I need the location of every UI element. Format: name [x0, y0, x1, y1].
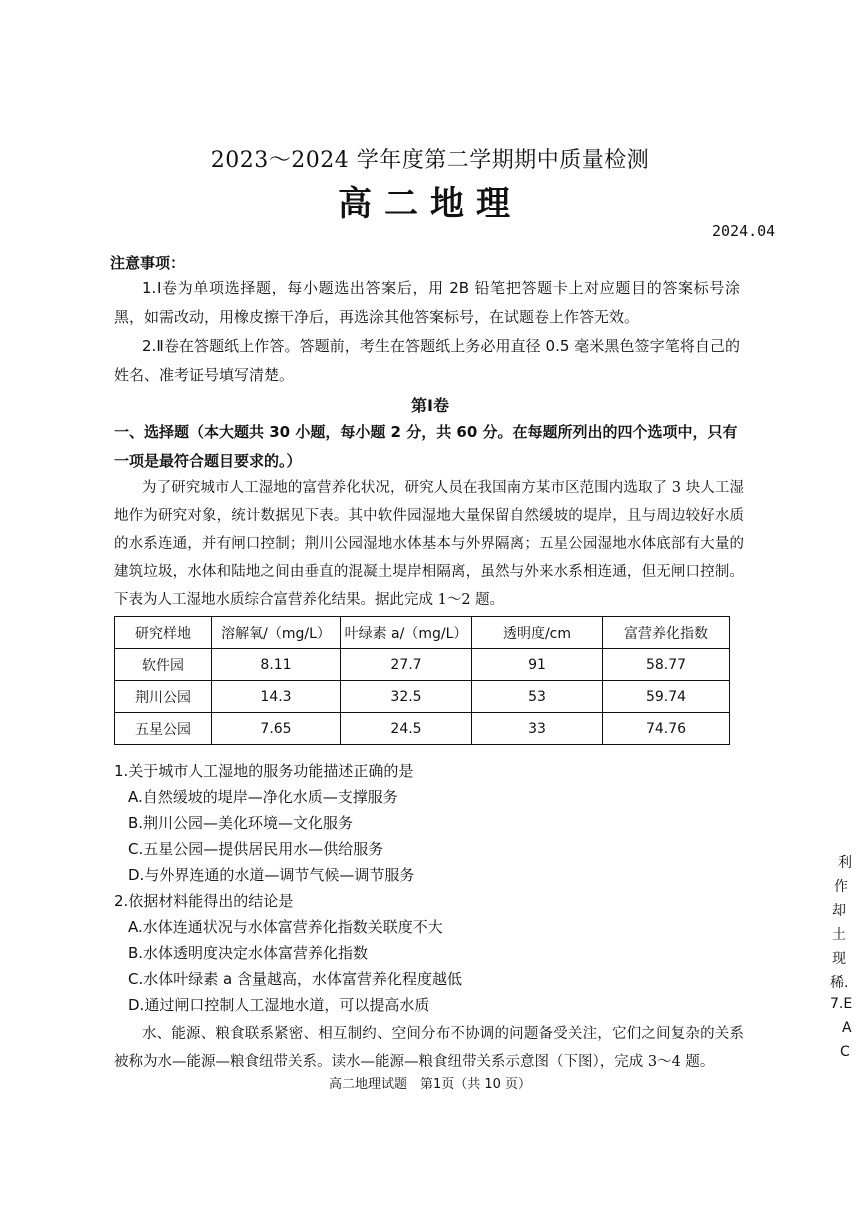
table-cell: 14.3	[212, 681, 341, 713]
subject-title: 高二地理	[338, 184, 522, 224]
question-2-option-a: A.水体连通状况与水体富营养化指数关联度不大	[128, 918, 443, 936]
notice-heading: 注意事项：	[110, 254, 186, 272]
water-quality-table	[114, 616, 730, 745]
table-cell: 27.7	[341, 649, 472, 681]
table-cell: 8.11	[212, 649, 341, 681]
notice-item-2: 2.Ⅱ卷在答题纸上作答。答题前，考生在答题纸上务必用直径 0.5 毫米黑色签字笔将自己的姓名、准考证号填写清楚。	[114, 337, 740, 384]
bleed-through-text: 稀.	[830, 975, 849, 991]
table-cell: 五星公园	[115, 713, 212, 745]
table-header: 透明度/cm	[472, 617, 603, 649]
passage-wetland: 为了研究城市人工湿地的富营养化状况，研究人员在我国南方某市区范围内选取了 3 块人工湿地作为研究对象，统计数据见下表。其中软件园湿地大量保留自然缓坡的堤岸，且与周边较好水质的水系连通，并有闸口控制；荆川公园湿地水体基本与外界隔离；五星公园湿地水体底部有大量的建筑垃圾，水体和陆地之间由垂直的混凝土堤岸相隔离，虽然与外来水系相连通，但无闸口控制。下表为人工湿地水质综合富营养化结果。据此完成 1～2 题。	[114, 480, 744, 608]
table-row	[115, 681, 730, 713]
table-cell: 24.5	[341, 713, 472, 745]
question-1-option-c: C.五星公园—提供居民用水—供给服务	[128, 840, 384, 858]
bleed-through-text: 作	[834, 879, 848, 895]
page-footer: 高二地理试题 第1页（共 10 页）	[328, 1077, 532, 1092]
question-2-stem: 2.依据材料能得出的结论是	[114, 892, 294, 910]
question-1-stem: 1.关于城市人工湿地的服务功能描述正确的是	[114, 762, 414, 780]
table-cell: 58.77	[603, 649, 730, 681]
table-cell: 软件园	[115, 649, 212, 681]
question-2-option-b: B.水体透明度决定水体富营养化指数	[128, 944, 369, 962]
bleed-through-text: 土	[832, 927, 846, 943]
table-header: 叶绿素 a/（mg/L）	[341, 617, 472, 649]
table-cell: 7.65	[212, 713, 341, 745]
table-header: 研究样地	[115, 617, 212, 649]
table-cell: 32.5	[341, 681, 472, 713]
table-row	[115, 713, 730, 745]
table-header: 溶解氧/（mg/L）	[212, 617, 341, 649]
bleed-through-text: C	[840, 1044, 850, 1060]
table-cell: 33	[472, 713, 603, 745]
bleed-through-text: 7.E	[830, 996, 853, 1012]
section-instruction: 一、选择题（本大题共 30 小题，每小题 2 分，共 60 分。在每题所列出的四个选项中，只有一项是最符合题目要求的。）	[114, 423, 738, 470]
bleed-through-text: 利	[838, 855, 852, 871]
section-heading: 第Ⅰ卷	[411, 396, 449, 415]
question-1-option-a: A.自然缓坡的堤岸—净化水质—支撑服务	[128, 788, 398, 806]
bleed-through-text: 却	[832, 903, 846, 919]
table-cell: 74.76	[603, 713, 730, 745]
question-2-option-c: C.水体叶绿素 a 含量越高，水体富营养化程度越低	[128, 970, 462, 988]
exam-title: 2023～2024 学年度第二学期期中质量检测	[210, 148, 650, 173]
bleed-through-text: A	[842, 1020, 852, 1036]
table-cell: 荆川公园	[115, 681, 212, 713]
question-1-option-d: D.与外界连通的水道—调节气候—调节服务	[128, 866, 415, 884]
table-cell: 91	[472, 649, 603, 681]
table-header-row	[115, 617, 730, 649]
question-2-option-d: D.通过闸口控制人工湿地水道，可以提高水质	[128, 996, 430, 1014]
bleed-through-text: 现	[832, 951, 846, 967]
passage-water-energy-food: 水、能源、粮食联系紧密、相互制约、空间分布不协调的问题备受关注，它们之间复杂的关系被称为水—能源—粮食纽带关系。读水—能源—粮食纽带关系示意图（下图），完成 3～4 题。	[114, 1026, 744, 1070]
table-row	[115, 649, 730, 681]
table-cell: 53	[472, 681, 603, 713]
table-header: 富营养化指数	[603, 617, 730, 649]
exam-date: 2024.04	[712, 222, 776, 240]
question-1-option-b: B.荆川公园—美化环境—文化服务	[128, 814, 354, 832]
table-cell: 59.74	[603, 681, 730, 713]
notice-item-1: 1.Ⅰ卷为单项选择题，每小题选出答案后，用 2B 铅笔把答题卡上对应题目的答案标号涂黑，如需改动，用橡皮擦干净后，再选涂其他答案标号，在试题卷上作答无效。	[114, 279, 740, 326]
